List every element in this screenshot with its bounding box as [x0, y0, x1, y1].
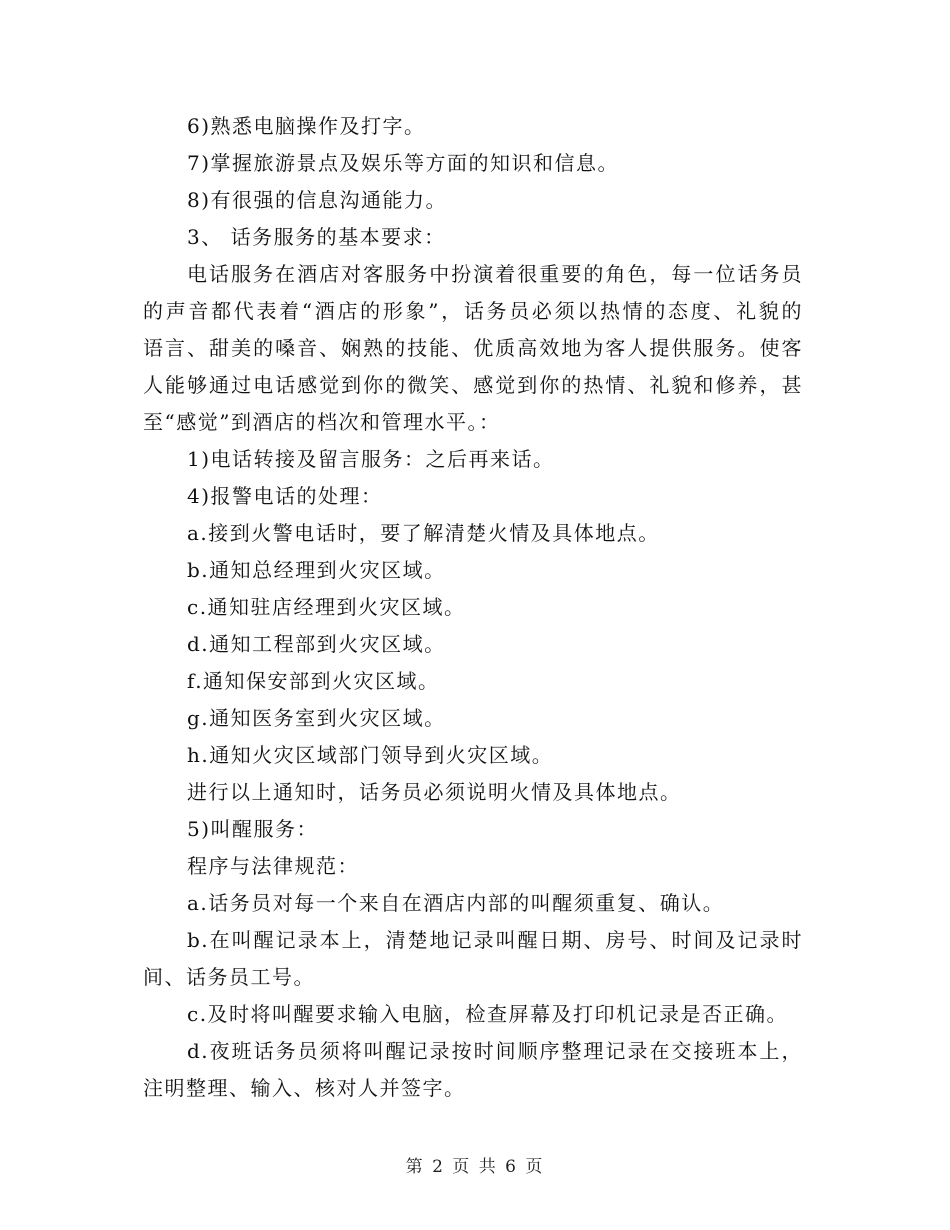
text-line: 的声音都代表着“酒店的形象”，话务员必须以热情的态度、礼貌的 — [143, 299, 803, 323]
text-line: 4)报警电话的处理： — [187, 484, 383, 508]
text-line: f.通知保安部到火灾区域。 — [187, 669, 440, 693]
text-line: 间、话务员工号。 — [143, 965, 315, 989]
text-line: 语言、甜美的嗓音、娴熟的技能、优质高效地为客人提供服务。使客 — [143, 336, 803, 360]
text-line: 1)电话转接及留言服务：之后再来话。 — [187, 447, 555, 471]
text-line: 人能够通过电话感觉到你的微笑、感觉到你的热情、礼貌和修养，甚 — [143, 373, 803, 397]
text-line: 7)掌握旅游景点及娱乐等方面的知识和信息。 — [187, 151, 620, 175]
text-line: c.及时将叫醒要求输入电脑，检查屏幕及打印机记录是否正确。 — [187, 1002, 789, 1026]
text-line: b.在叫醒记录本上，清楚地记录叫醒日期、房号、时间及记录时 — [187, 928, 803, 952]
text-line: 程序与法律规范： — [187, 854, 359, 878]
text-line: g.通知医务室到火灾区域。 — [187, 706, 446, 730]
text-line: 电话服务在酒店对客服务中扮演着很重要的角色，每一位话务员 — [187, 262, 803, 286]
text-line: c.通知驻店经理到火灾区域。 — [187, 595, 466, 619]
text-line: 至“感觉”到酒店的档次和管理水平。： — [143, 410, 501, 434]
text-line: 注明整理、输入、核对人并签字。 — [143, 1076, 466, 1100]
text-line: h.通知火灾区域部门领导到火灾区域。 — [187, 743, 554, 767]
text-line: a.话务员对每一个来自在酒店内部的叫醒须重复、确认。 — [187, 891, 725, 915]
text-line: d.通知工程部到火灾区域。 — [187, 632, 446, 656]
text-line: a.接到火警电话时，要了解清楚火情及具体地点。 — [187, 521, 660, 545]
text-line: 3、 话务服务的基本要求： — [187, 225, 446, 249]
text-line: 8)有很强的信息沟通能力。 — [187, 188, 448, 212]
page-footer: 第 2 页 共 6 页 — [405, 1157, 545, 1177]
text-line: 6)熟悉电脑操作及打字。 — [187, 114, 426, 138]
document-body — [143, 108, 803, 1107]
text-line: d.夜班话务员须将叫醒记录按时间顺序整理记录在交接班本上， — [187, 1039, 803, 1063]
text-line: b.通知总经理到火灾区域。 — [187, 558, 446, 582]
text-line: 进行以上通知时，话务员必须说明火情及具体地点。 — [187, 780, 682, 804]
text-line: 5)叫醒服务： — [187, 817, 319, 841]
